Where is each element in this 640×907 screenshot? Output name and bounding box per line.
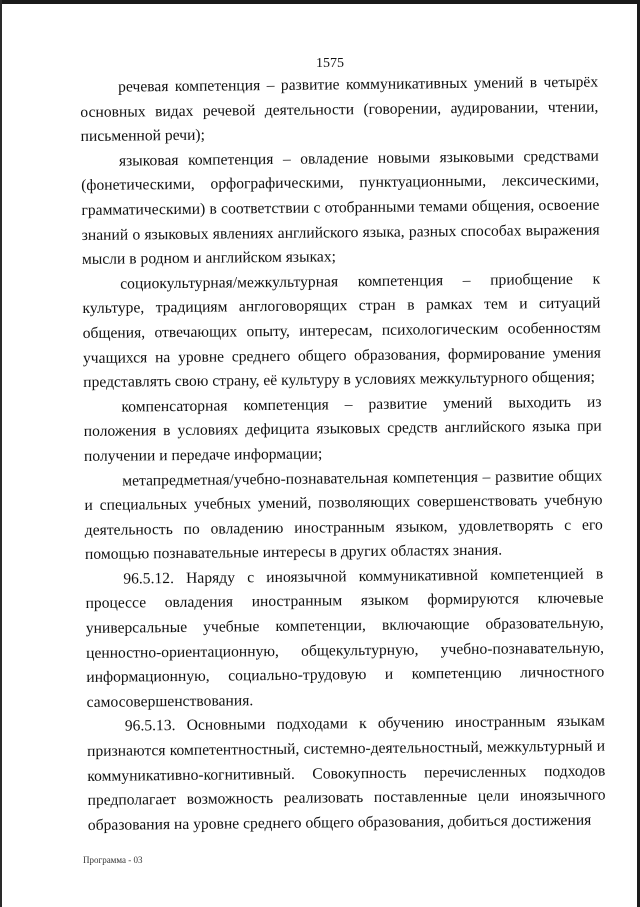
document-body [80, 71, 606, 839]
scan-edge-left [0, 0, 2, 907]
paragraph-sociocultural-competence: социокультурная/межкультурная компетенция – приобщение к культуре, традициям англоговорящих стран в рамках тем и ситуаций общения, отвечающих опыту, интересам, психологическим особенностям учащихся на уровне среднего общего образования, формирование умения представлять свою страну, её культуру в условиях межкультурного общения; [82, 270, 602, 392]
footer-label: Программа - 03 [83, 855, 143, 865]
paragraph-metasubject-competence: метапредметная/учебно-познавательная компетенция – развитие общих и специальных учебных умений, позволяющих совершенствовать учебную деятельность по овладению иностранным языком, удовлетворять с его помощью познавательные интересы в других областях знания. [84, 467, 603, 564]
paragraph-96-5-12: 96.5.12. Наряду с иноязычной коммуникативной компетенцией в процессе овладения иностранным языком формируются ключевые универсальные учебные компетенции, включающие образовательную, ценностно-ориентационную, общекультурную, учебно-познавательную, информационную, социально-трудовую и компетенцию личностного самосовершенствования. [85, 565, 605, 711]
page-number: 1575 [316, 56, 344, 71]
paragraph-language-competence: языковая компетенция – овладение новыми языковыми средствами (фонетическими, орфографическими, пунктуационными, лексическими, грамматическими) в соответствии с отобранными темами общения, освоение знаний о языковых явлениях английского языка, разных способах выражения мысли в родном и английском языках; [81, 147, 600, 269]
paragraph-96-5-13: 96.5.13. Основными подходами к обучению иностранным языкам признаются компетентностный, системно-деятельностный, межкультурный и коммуникативно-когнитивный. Совокупность перечисленных подходов предполагает возможность реализовать поставленные цели иноязычного образования на уровне среднего общего образования, добиться достижения [86, 712, 606, 834]
paragraph-speech-competence: речевая компетенция – развитие коммуникативных умений в четырёх основных видах речевой деятельности (говорении, аудировании, чтении, письменной речи); [80, 73, 599, 146]
scan-edge-top [0, 0, 640, 4]
paragraph-compensatory-competence: компенсаторная компетенция – развитие умений выходить из положения в условиях дефицита языковых средств английского языка при получении и передаче информации; [83, 393, 602, 465]
